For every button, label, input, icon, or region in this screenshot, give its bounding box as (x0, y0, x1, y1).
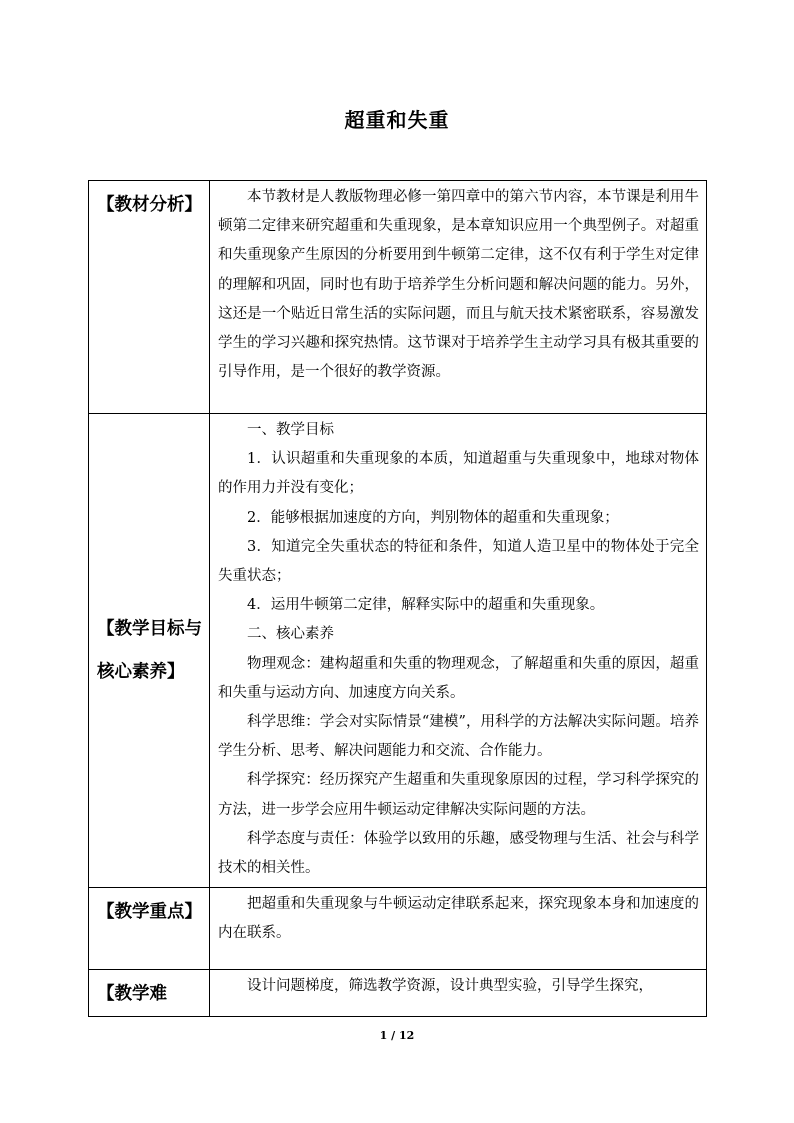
row-content-difficulties (210, 970, 707, 1017)
table-row (89, 181, 707, 414)
paragraph: 3．知道完全失重状态的特征和条件，知道人造卫星中的物体处于完全失重状态； (218, 538, 699, 585)
paragraph: 1．认识超重和失重现象的本质，知道超重与失重现象中，地球对物体的作用力并没有变化； (218, 451, 699, 497)
row-content-textbook-analysis (210, 181, 707, 414)
paragraph: 科学探究：经历探究产生超重和失重现象原因的过程，学习科学探究的方法，进一步学会应用牛顿运动定律解决实际问题的方法。 (218, 772, 699, 818)
paragraph: 把超重和失重现象与牛顿运动定律联系起来，探究现象本身和加速度的内在联系。 (218, 896, 699, 942)
row-content-key-points (210, 888, 707, 970)
row-label-textbook-analysis: 【教材分析】 (89, 181, 210, 414)
section-heading: 二、核心素养 (247, 626, 334, 643)
paragraph: 本节教材是人教版物理必修一第四章中的第六节内容，本节课是利用牛顿第二定律来研究超重和失重现象，是本章知识应用一个典型例子。对超重和失重现象产生原因的分析要用到牛顿第二定律，这不仅有利于学生对定律的理解和巩固，同时也有助于培养学生分析问题和解决问题的能力。另外，这还是一个贴近日常生活的实际问题，而且与航天技术紧密联系，容易激发学生的学习兴趣和探究热情。这节课对于培养学生主动学习具有极其重要的引导作用，是一个很好的教学资源。 (218, 189, 699, 381)
table-row (89, 970, 707, 1017)
table-row (89, 414, 707, 888)
page-title: 超重和失重 (344, 108, 450, 132)
paragraph: 4．运用牛顿第二定律，解释实际中的超重和失重现象。 (247, 597, 605, 614)
paragraph: 物理观念：建构超重和失重的物理观念，了解超重和失重的原因，超重和失重与运动方向、加速度方向关系。 (218, 655, 699, 701)
row-content-objectives (210, 414, 707, 888)
lesson-plan-table (88, 180, 707, 1017)
paragraph: 科学思维：学会对实际情景“建模”，用科学的方法解决实际问题。培养学生分析、思考、解决问题能力和交流、合作能力。 (218, 714, 699, 760)
row-label-difficulties: 【教学难 (89, 970, 210, 1017)
page-number: 1 / 12 (379, 1029, 415, 1042)
row-label-objectives: 【教学目标与核心素养】 (89, 414, 210, 888)
paragraph: 科学态度与责任：体验学以致用的乐趣，感受物理与生活、社会与科学技术的相关性。 (218, 830, 699, 877)
table-row (89, 888, 707, 970)
paragraph: 设计问题梯度，筛选教学资源，设计典型实验，引导学生探究， (247, 978, 653, 995)
section-heading: 一、教学目标 (247, 422, 334, 438)
paragraph: 2．能够根据加速度的方向，判别物体的超重和失重现象； (247, 509, 619, 526)
row-label-key-points: 【教学重点】 (89, 888, 210, 970)
